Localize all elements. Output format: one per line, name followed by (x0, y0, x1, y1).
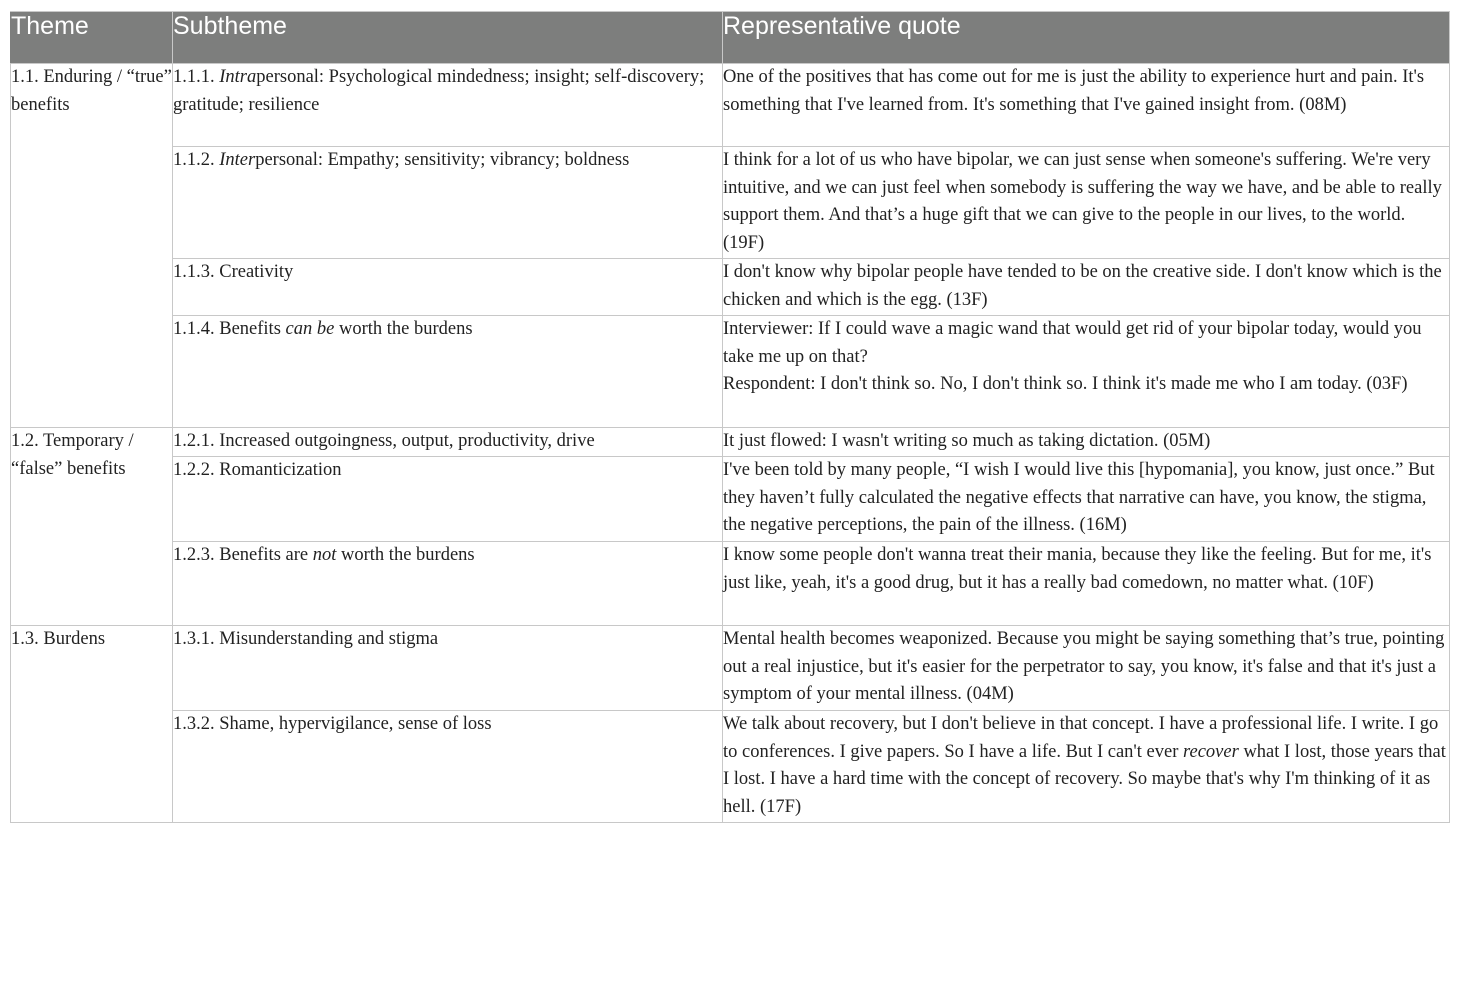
quote-text: We talk about recovery, but I don't believe in that concept. I have a professional life. I write. I go to conferences. I give papers. So I have a life. But I can't ever (723, 714, 1439, 762)
subtheme-number: 1.1.1. (173, 67, 215, 87)
quote-cell (723, 711, 1450, 823)
quote-respondent-line: Respondent: I don't think so. No, I don't think so. I think it's made me who I am today. (03F) (723, 374, 1408, 394)
quote-cell: I don't know why bipolar people have tended to be on the creative side. I don't know which is the chicken and which is the egg. (13F) (723, 259, 1450, 316)
subtheme-cell (173, 542, 723, 626)
subtheme-text: worth the burdens (334, 319, 473, 339)
header-row (11, 12, 1450, 64)
subtheme-text: personal: Empathy; sensitivity; vibrancy; boldness (255, 150, 630, 170)
table-row (11, 542, 1450, 626)
table-row (11, 711, 1450, 823)
quote-text: what I lost, those years that I lost. I have a hard time with the concept of recovery. So maybe that's why I'm thinking of it as hell. (17F) (723, 741, 1446, 817)
quote-cell: One of the positives that has come out for me is just the ability to experience hurt and pain. It's something that I've learned from. It's something that I've gained insight from. (08M) (723, 64, 1450, 147)
theme-cell: 1.1. Enduring / “true” benefits (11, 64, 173, 428)
theme-cell: 1.2. Temporary / “false” benefits (11, 428, 173, 626)
quote-interviewer-line: Interviewer: If I could wave a magic wand that would get rid of your bipolar today, would you take me up on that? (723, 319, 1422, 367)
quote-cell: Mental health becomes weaponized. Because you might be saying something that’s true, pointing out a real injustice, but it's easier for the perpetrator to say, you know, it's false and that it's just a symptom of your mental illness. (04M) (723, 626, 1450, 711)
table-row (11, 64, 1450, 147)
subtheme-emphasis: Intra (219, 67, 257, 87)
subtheme-cell: 1.3.2. Shame, hypervigilance, sense of loss (173, 711, 723, 823)
subtheme-text: 1.1.4. Benefits (173, 319, 286, 339)
subtheme-text: 1.2.3. Benefits are (173, 545, 313, 565)
subtheme-text: personal: Psychological mindedness; insight; self-discovery; gratitude; resilience (173, 67, 705, 115)
theme-cell: 1.3. Burdens (11, 626, 173, 823)
subtheme-text: worth the burdens (336, 545, 475, 565)
subtheme-cell (173, 64, 723, 147)
quote-cell: I know some people don't wanna treat their mania, because they like the feeling. But for me, it's just like, yeah, it's a good drug, but it has a really bad comedown, no matter what. (10F) (723, 542, 1450, 626)
table-row (11, 428, 1450, 457)
subtheme-emphasis: Inter (219, 150, 256, 170)
subtheme-emphasis: not (312, 545, 337, 565)
header-theme: Theme (11, 12, 173, 64)
table-row (11, 626, 1450, 711)
themes-table (10, 11, 1450, 823)
quote-emphasis: recover (1183, 741, 1239, 762)
table-row (11, 147, 1450, 259)
subtheme-cell (173, 147, 723, 259)
subtheme-cell: 1.2.1. Increased outgoingness, output, productivity, drive (173, 428, 723, 457)
quote-cell: I've been told by many people, “I wish I would live this [hypomania], you know, just once.” But they haven’t fully calculated the negative effects that narrative can have, you know, the stigma, the negative perceptions, the pain of the illness. (16M) (723, 457, 1450, 542)
subtheme-cell (173, 316, 723, 428)
header-subtheme: Subtheme (173, 12, 723, 64)
table-row (11, 259, 1450, 316)
subtheme-number: 1.1.2. (173, 150, 215, 170)
quote-cell: I think for a lot of us who have bipolar, we can just sense when someone's suffering. We're very intuitive, and we can just feel when somebody is suffering the way we have, and be able to really support them. And that’s a huge gift that we can give to the people in our lives, to the world. (19F) (723, 147, 1450, 259)
table-row (11, 457, 1450, 542)
quote-cell: It just flowed: I wasn't writing so much as taking dictation. (05M) (723, 428, 1450, 457)
subtheme-cell: 1.1.3. Creativity (173, 259, 723, 316)
subtheme-cell: 1.2.2. Romanticization (173, 457, 723, 542)
subtheme-emphasis: can be (285, 319, 335, 339)
table-row (11, 316, 1450, 428)
quote-cell (723, 316, 1450, 428)
subtheme-cell: 1.3.1. Misunderstanding and stigma (173, 626, 723, 711)
header-quote: Representative quote (723, 12, 1450, 64)
